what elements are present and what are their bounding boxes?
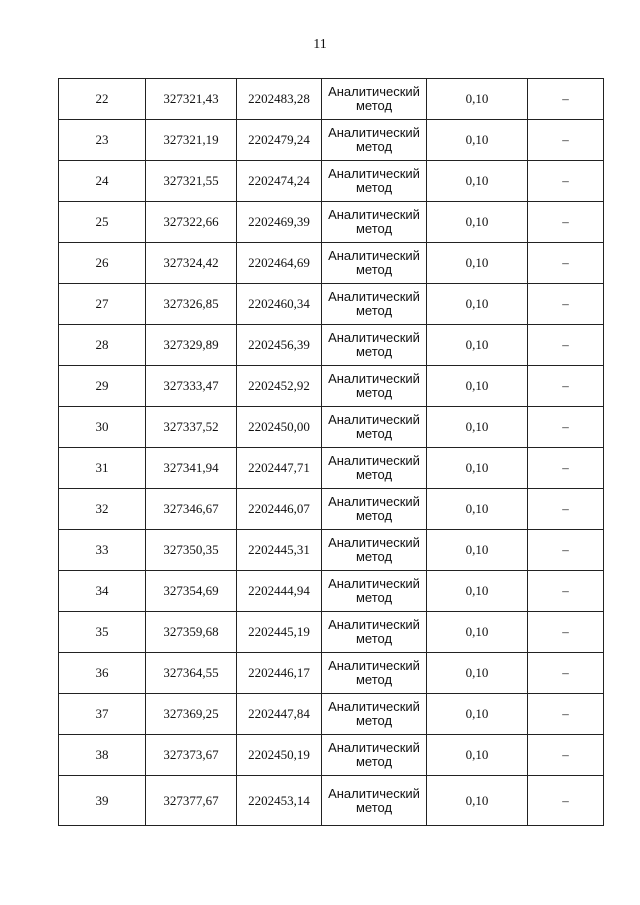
point-number-cell: 24 (59, 161, 146, 202)
table-row (59, 653, 604, 694)
y-coordinate-cell: 2202447,71 (237, 448, 322, 489)
method-cell (322, 489, 427, 530)
y-coordinate-cell: 2202456,39 (237, 325, 322, 366)
method-text: Аналитический метод (328, 494, 420, 523)
method-cell (322, 530, 427, 571)
y-coordinate-cell: 2202445,19 (237, 612, 322, 653)
method-cell (322, 612, 427, 653)
method-text: Аналитический метод (328, 207, 420, 236)
point-number-cell: 37 (59, 694, 146, 735)
note-cell: – (528, 407, 604, 448)
method-text: Аналитический метод (328, 248, 420, 277)
note-cell: – (528, 530, 604, 571)
accuracy-cell: 0,10 (427, 325, 528, 366)
accuracy-cell: 0,10 (427, 735, 528, 776)
accuracy-cell: 0,10 (427, 653, 528, 694)
x-coordinate-cell: 327333,47 (146, 366, 237, 407)
method-cell (322, 694, 427, 735)
point-number-cell: 36 (59, 653, 146, 694)
table-row (59, 612, 604, 653)
table-row (59, 120, 604, 161)
y-coordinate-cell: 2202469,39 (237, 202, 322, 243)
y-coordinate-cell: 2202447,84 (237, 694, 322, 735)
method-cell (322, 571, 427, 612)
coordinates-table-body (59, 79, 604, 826)
x-coordinate-cell: 327324,42 (146, 243, 237, 284)
x-coordinate-cell: 327359,68 (146, 612, 237, 653)
method-text: Аналитический метод (328, 576, 420, 605)
method-text: Аналитический метод (328, 535, 420, 564)
method-cell (322, 243, 427, 284)
point-number-cell: 27 (59, 284, 146, 325)
accuracy-cell: 0,10 (427, 284, 528, 325)
note-cell: – (528, 284, 604, 325)
x-coordinate-cell: 327321,19 (146, 120, 237, 161)
method-text: Аналитический метод (328, 125, 420, 154)
x-coordinate-cell: 327329,89 (146, 325, 237, 366)
method-cell (322, 120, 427, 161)
method-text: Аналитический метод (328, 412, 420, 441)
accuracy-cell: 0,10 (427, 407, 528, 448)
method-text: Аналитический метод (328, 84, 420, 113)
point-number-cell: 32 (59, 489, 146, 530)
method-cell (322, 448, 427, 489)
y-coordinate-cell: 2202452,92 (237, 366, 322, 407)
accuracy-cell: 0,10 (427, 571, 528, 612)
accuracy-cell: 0,10 (427, 120, 528, 161)
x-coordinate-cell: 327369,25 (146, 694, 237, 735)
accuracy-cell: 0,10 (427, 79, 528, 120)
method-cell (322, 284, 427, 325)
table-row (59, 366, 604, 407)
x-coordinate-cell: 327341,94 (146, 448, 237, 489)
y-coordinate-cell: 2202453,14 (237, 776, 322, 826)
method-cell (322, 325, 427, 366)
x-coordinate-cell: 327321,43 (146, 79, 237, 120)
note-cell: – (528, 366, 604, 407)
note-cell: – (528, 448, 604, 489)
method-text: Аналитический метод (328, 453, 420, 482)
accuracy-cell: 0,10 (427, 366, 528, 407)
method-text: Аналитический метод (328, 740, 420, 769)
note-cell: – (528, 489, 604, 530)
method-text: Аналитический метод (328, 330, 420, 359)
table-row (59, 202, 604, 243)
note-cell: – (528, 161, 604, 202)
point-number-cell: 35 (59, 612, 146, 653)
y-coordinate-cell: 2202460,34 (237, 284, 322, 325)
coordinates-table (58, 78, 604, 826)
method-text: Аналитический метод (328, 617, 420, 646)
point-number-cell: 26 (59, 243, 146, 284)
accuracy-cell: 0,10 (427, 243, 528, 284)
table-row (59, 776, 604, 826)
accuracy-cell: 0,10 (427, 776, 528, 826)
method-text: Аналитический метод (328, 658, 420, 687)
table-row (59, 407, 604, 448)
x-coordinate-cell: 327337,52 (146, 407, 237, 448)
point-number-cell: 38 (59, 735, 146, 776)
x-coordinate-cell: 327326,85 (146, 284, 237, 325)
method-text: Аналитический метод (328, 289, 420, 318)
table-row (59, 571, 604, 612)
point-number-cell: 22 (59, 79, 146, 120)
table-row (59, 325, 604, 366)
note-cell: – (528, 694, 604, 735)
method-text: Аналитический метод (328, 699, 420, 728)
x-coordinate-cell: 327350,35 (146, 530, 237, 571)
y-coordinate-cell: 2202446,07 (237, 489, 322, 530)
note-cell: – (528, 325, 604, 366)
accuracy-cell: 0,10 (427, 448, 528, 489)
y-coordinate-cell: 2202479,24 (237, 120, 322, 161)
accuracy-cell: 0,10 (427, 612, 528, 653)
accuracy-cell: 0,10 (427, 202, 528, 243)
y-coordinate-cell: 2202446,17 (237, 653, 322, 694)
y-coordinate-cell: 2202445,31 (237, 530, 322, 571)
method-cell (322, 653, 427, 694)
note-cell: – (528, 79, 604, 120)
note-cell: – (528, 612, 604, 653)
table-row (59, 161, 604, 202)
accuracy-cell: 0,10 (427, 489, 528, 530)
point-number-cell: 39 (59, 776, 146, 826)
point-number-cell: 29 (59, 366, 146, 407)
y-coordinate-cell: 2202444,94 (237, 571, 322, 612)
table-row (59, 448, 604, 489)
x-coordinate-cell: 327373,67 (146, 735, 237, 776)
method-cell (322, 735, 427, 776)
table-row (59, 694, 604, 735)
accuracy-cell: 0,10 (427, 161, 528, 202)
note-cell: – (528, 735, 604, 776)
x-coordinate-cell: 327322,66 (146, 202, 237, 243)
y-coordinate-cell: 2202450,00 (237, 407, 322, 448)
table-row (59, 530, 604, 571)
x-coordinate-cell: 327364,55 (146, 653, 237, 694)
method-cell (322, 161, 427, 202)
method-cell (322, 366, 427, 407)
y-coordinate-cell: 2202483,28 (237, 79, 322, 120)
note-cell: – (528, 653, 604, 694)
note-cell: – (528, 243, 604, 284)
method-cell (322, 79, 427, 120)
table-row (59, 489, 604, 530)
method-cell (322, 202, 427, 243)
y-coordinate-cell: 2202474,24 (237, 161, 322, 202)
accuracy-cell: 0,10 (427, 694, 528, 735)
point-number-cell: 34 (59, 571, 146, 612)
table-row (59, 284, 604, 325)
note-cell: – (528, 571, 604, 612)
point-number-cell: 23 (59, 120, 146, 161)
note-cell: – (528, 776, 604, 826)
table-row (59, 243, 604, 284)
method-text: Аналитический метод (328, 371, 420, 400)
method-cell (322, 407, 427, 448)
accuracy-cell: 0,10 (427, 530, 528, 571)
x-coordinate-cell: 327346,67 (146, 489, 237, 530)
x-coordinate-cell: 327354,69 (146, 571, 237, 612)
method-text: Аналитический метод (328, 166, 420, 195)
point-number-cell: 28 (59, 325, 146, 366)
x-coordinate-cell: 327321,55 (146, 161, 237, 202)
y-coordinate-cell: 2202464,69 (237, 243, 322, 284)
point-number-cell: 33 (59, 530, 146, 571)
y-coordinate-cell: 2202450,19 (237, 735, 322, 776)
method-cell (322, 776, 427, 826)
point-number-cell: 30 (59, 407, 146, 448)
method-text: Аналитический метод (328, 785, 420, 815)
table-row (59, 79, 604, 120)
note-cell: – (528, 120, 604, 161)
point-number-cell: 25 (59, 202, 146, 243)
note-cell: – (528, 202, 604, 243)
point-number-cell: 31 (59, 448, 146, 489)
table-row (59, 735, 604, 776)
x-coordinate-cell: 327377,67 (146, 776, 237, 826)
page-number: 11 (313, 37, 327, 52)
